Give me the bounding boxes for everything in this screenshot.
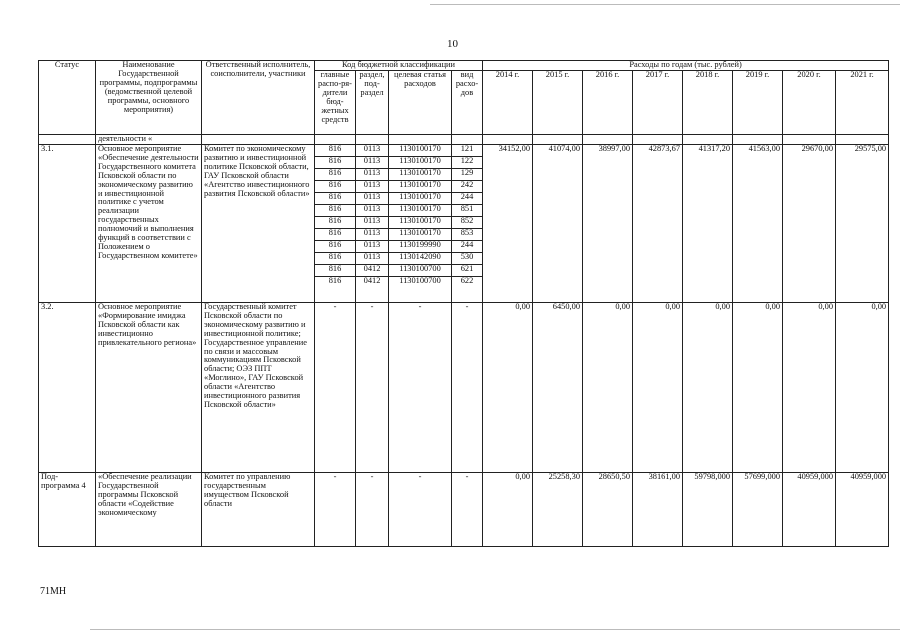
header-year: 2017 г.	[633, 71, 683, 135]
header-status: Статус	[39, 61, 96, 135]
table-row	[39, 145, 889, 157]
table-row	[39, 135, 889, 145]
footer-code: 71МН	[40, 586, 67, 597]
code-cell: 1130100170	[389, 229, 452, 241]
header-executor: Ответственный исполнитель, соисполнители, участники	[202, 61, 315, 135]
code-cell: 816	[315, 241, 356, 253]
budget-table	[38, 60, 889, 547]
value-cell: 41317,20	[683, 145, 733, 303]
code-cell: 816	[315, 205, 356, 217]
code-cell: 0113	[356, 217, 389, 229]
table-row	[39, 473, 889, 547]
code-cell: 852	[452, 217, 483, 229]
scan-edge-top	[430, 4, 900, 5]
header-budget-col: целевая статья расходов	[389, 71, 452, 135]
code-cell: -	[356, 473, 389, 547]
code-cell: 0113	[356, 181, 389, 193]
value-cell: 34152,00	[483, 145, 533, 303]
header-budget-col: вид расхо-дов	[452, 71, 483, 135]
value-cell: 0,00	[733, 303, 783, 473]
code-cell: 0113	[356, 145, 389, 157]
code-cell: 129	[452, 169, 483, 181]
row-status: Под-программа 4	[39, 473, 96, 547]
value-cell: 40959,000	[836, 473, 889, 547]
row-name: «Обеспечение реализации Государственной программы Псковской области «Содействие экономическому	[96, 473, 202, 547]
header-year: 2015 г.	[533, 71, 583, 135]
value-cell: 0,00	[633, 303, 683, 473]
value-cell: 40959,000	[783, 473, 836, 547]
code-cell: -	[452, 473, 483, 547]
code-cell: 816	[315, 265, 356, 277]
value-cell: 29670,00	[783, 145, 836, 303]
code-cell: 0113	[356, 205, 389, 217]
value-cell: 0,00	[783, 303, 836, 473]
code-cell: 244	[452, 241, 483, 253]
value-cell: 41563,00	[733, 145, 783, 303]
code-cell: -	[452, 303, 483, 473]
header-year: 2019 г.	[733, 71, 783, 135]
code-cell: 0113	[356, 253, 389, 265]
code-cell: 1130100170	[389, 193, 452, 205]
value-cell: 25258,30	[533, 473, 583, 547]
value-cell: 0,00	[583, 303, 633, 473]
code-cell: 851	[452, 205, 483, 217]
code-cell: 122	[452, 157, 483, 169]
code-cell: 1130100700	[389, 265, 452, 277]
code-cell: -	[356, 303, 389, 473]
value-cell: 0,00	[483, 473, 533, 547]
code-cell: -	[315, 473, 356, 547]
row-executor: Комитет по экономическому развитию и инвестиционной политике Псковской области, ГАУ Псковской области «Агентство инвестиционного развития Псковской области»	[202, 145, 315, 303]
code-cell: 621	[452, 265, 483, 277]
code-cell: 1130100170	[389, 145, 452, 157]
value-cell: 57699,000	[733, 473, 783, 547]
header-year: 2014 г.	[483, 71, 533, 135]
value-cell: 0,00	[683, 303, 733, 473]
row-executor: Государственный комитет Псковской области по экономическому развитию и инвестиционной политике; Государственное управление по связи и массовым коммуникациям Псковской области; ОЭЗ ППТ «Моглино», ГАУ Псковской области «Агентство инвестиционного развития Псковской области»	[202, 303, 315, 473]
value-cell: 59798,000	[683, 473, 733, 547]
value-cell: 41074,00	[533, 145, 583, 303]
code-cell: 530	[452, 253, 483, 265]
code-cell: 816	[315, 193, 356, 205]
header-name: Наименование Государственной программы, подпрограммы (ведомственной целевой программы, основного мероприятия)	[96, 61, 202, 135]
code-cell: 1130142090	[389, 253, 452, 265]
code-cell: 816	[315, 169, 356, 181]
code-cell: 853	[452, 229, 483, 241]
header-year: 2018 г.	[683, 71, 733, 135]
code-cell: 622	[452, 277, 483, 303]
code-cell: 1130199990	[389, 241, 452, 253]
page-number: 10	[447, 38, 458, 50]
code-cell: 1130100170	[389, 157, 452, 169]
code-cell: 1130100170	[389, 169, 452, 181]
row-executor: Комитет по управлению государственным имуществом Псковской области	[202, 473, 315, 547]
value-cell: 28650,50	[583, 473, 633, 547]
value-cell: 29575,00	[836, 145, 889, 303]
row-status: 3.1.	[39, 145, 96, 303]
code-cell: 816	[315, 277, 356, 303]
value-cell: 38161,00	[633, 473, 683, 547]
code-cell: 0113	[356, 193, 389, 205]
header-year: 2016 г.	[583, 71, 633, 135]
header-budget-col: раздел, под-раздел	[356, 71, 389, 135]
code-cell: 1130100170	[389, 217, 452, 229]
value-cell: 0,00	[483, 303, 533, 473]
code-cell: 1130100170	[389, 181, 452, 193]
continuation-text: деятельности «	[96, 135, 202, 145]
code-cell: 244	[452, 193, 483, 205]
scan-edge-bottom	[90, 629, 900, 630]
code-cell: -	[389, 303, 452, 473]
code-cell: 816	[315, 181, 356, 193]
code-cell: 121	[452, 145, 483, 157]
value-cell: 0,00	[836, 303, 889, 473]
code-cell: 1130100700	[389, 277, 452, 303]
code-cell: 0113	[356, 241, 389, 253]
code-cell: -	[389, 473, 452, 547]
header-budget-group: Код бюджетной классификации	[315, 61, 483, 71]
code-cell: 816	[315, 145, 356, 157]
code-cell: 0412	[356, 265, 389, 277]
row-status: 3.2.	[39, 303, 96, 473]
row-name: Основное мероприятие «Обеспечение деятельности Государственного комитета Псковской области по экономическому развитию и инвестиционной политике с учетом реализации государственных полномочий и выполнения функций в соответствии с Положением о Государственном комитете»	[96, 145, 202, 303]
code-cell: 816	[315, 157, 356, 169]
header-budget-col: главные распо-ря-дители бюд-жетных средств	[315, 71, 356, 135]
header-expenses-group: Расходы по годам (тыс. рублей)	[483, 61, 889, 71]
header-year: 2021 г.	[836, 71, 889, 135]
code-cell: 0113	[356, 229, 389, 241]
value-cell: 38997,00	[583, 145, 633, 303]
code-cell: 1130100170	[389, 205, 452, 217]
code-cell: 0113	[356, 157, 389, 169]
row-name: Основное мероприятие «Формирование имиджа Псковской области как инвестиционно привлекательного региона»	[96, 303, 202, 473]
code-cell: 0412	[356, 277, 389, 303]
code-cell: 242	[452, 181, 483, 193]
value-cell: 6450,00	[533, 303, 583, 473]
code-cell: 816	[315, 229, 356, 241]
code-cell: -	[315, 303, 356, 473]
header-year: 2020 г.	[783, 71, 836, 135]
value-cell: 42873,67	[633, 145, 683, 303]
code-cell: 816	[315, 217, 356, 229]
code-cell: 816	[315, 253, 356, 265]
code-cell: 0113	[356, 169, 389, 181]
table-row	[39, 303, 889, 473]
